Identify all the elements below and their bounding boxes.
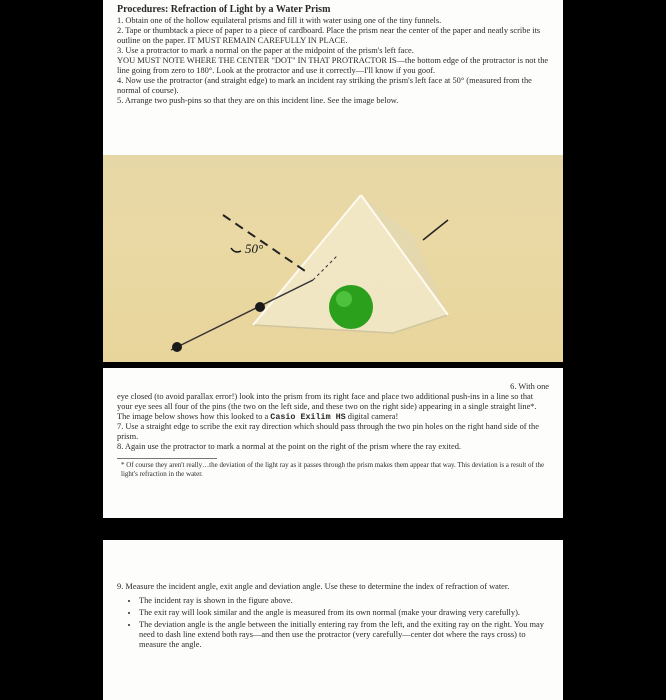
right-normal-mark (423, 220, 448, 240)
list-item: • The incident ray is shown in the figure above. (139, 596, 549, 606)
footnote: * Of course they aren't really…the deviation of the light ray as it passes through the prism makes them appear that way. This deviation is a result of the light's refraction in the water. (121, 461, 545, 478)
step-7: 7. Use a straight edge to scribe the exit ray direction which should pass through the two pin holes on the right hand side of the prism. (117, 422, 539, 441)
normal-dashed-line (223, 215, 308, 273)
footnote-divider (117, 458, 217, 459)
angle-arc (231, 248, 241, 252)
step-6-heading: 6. With one (510, 382, 549, 391)
prism-photo (103, 155, 563, 362)
pin-highlight (336, 291, 352, 307)
green-push-pin (329, 285, 373, 329)
prism-photo-drawing (103, 155, 563, 362)
document-page-3 (103, 540, 563, 700)
document-page-2 (103, 368, 563, 518)
step-6-text-a: eye closed (to avoid parallax error!) look into the prism from its right face and place two additional push-ins in a line so that your eye sees all four of the pins (the two on the left side, and these two on the right side) appearing in a single straight line*. The image below shows how this looked to a (117, 392, 537, 421)
list-item: • The exit ray will look similar and the angle is measured from its own normal (make your drawing very carefully). (139, 608, 549, 618)
push-pin (172, 342, 182, 352)
step-6-text-b: digital camera! (347, 412, 399, 421)
step-1: 1. Obtain one of the hollow equilateral prisms and fill it with water using one of the tiny funnels. (117, 16, 442, 25)
step-2: 2. Tape or thumbtack a piece of paper to a piece of cardboard. Place the prism near the center of the paper and neatly scribe its outline on the paper. IT MUST REMAIN CAREFULLY IN PLACE. (117, 26, 541, 45)
procedure-title: Procedures: Refraction of Light by a Water Prism (117, 4, 331, 15)
step-6 (117, 392, 549, 422)
step-5: 5. Arrange two push-pins so that they are on this incident line. See the image below. (117, 96, 399, 105)
push-pin (255, 302, 265, 312)
step-9: 9. Measure the incident angle, exit angle and deviation angle. Use these to determine the index of refraction of water. (117, 582, 510, 591)
protractor-warning: YOU MUST NOTE WHERE THE CENTER "DOT" IN THAT PROTRACTOR IS—the bottom edge of the protractor is not the line going from zero to 180°. Look at the protractor and use it correctly—I'll know if you goof. (117, 56, 549, 75)
step-8: 8. Again use the protractor to mark a normal at the point on the right of the prism where the ray exited. (117, 442, 461, 451)
document-page-1 (103, 0, 563, 362)
angle-label: 50° (245, 241, 264, 256)
step-3: 3. Use a protractor to mark a normal on the paper at the midpoint of the prism's left face. (117, 46, 414, 55)
step-4: 4. Now use the protractor (and straight edge) to mark an incident ray striking the prism's left face at 50° (measured from the normal of course). (117, 76, 532, 95)
camera-name: Casio Exilim HS (270, 412, 346, 422)
step-9-bullets (117, 596, 549, 650)
list-item: • The deviation angle is the angle between the initially entering ray from the left, and the exiting ray on the right. You may need to dash line extend both rays—and then use the protractor (very carefully—center dot where the rays cross) to measure the angle. (139, 620, 549, 650)
